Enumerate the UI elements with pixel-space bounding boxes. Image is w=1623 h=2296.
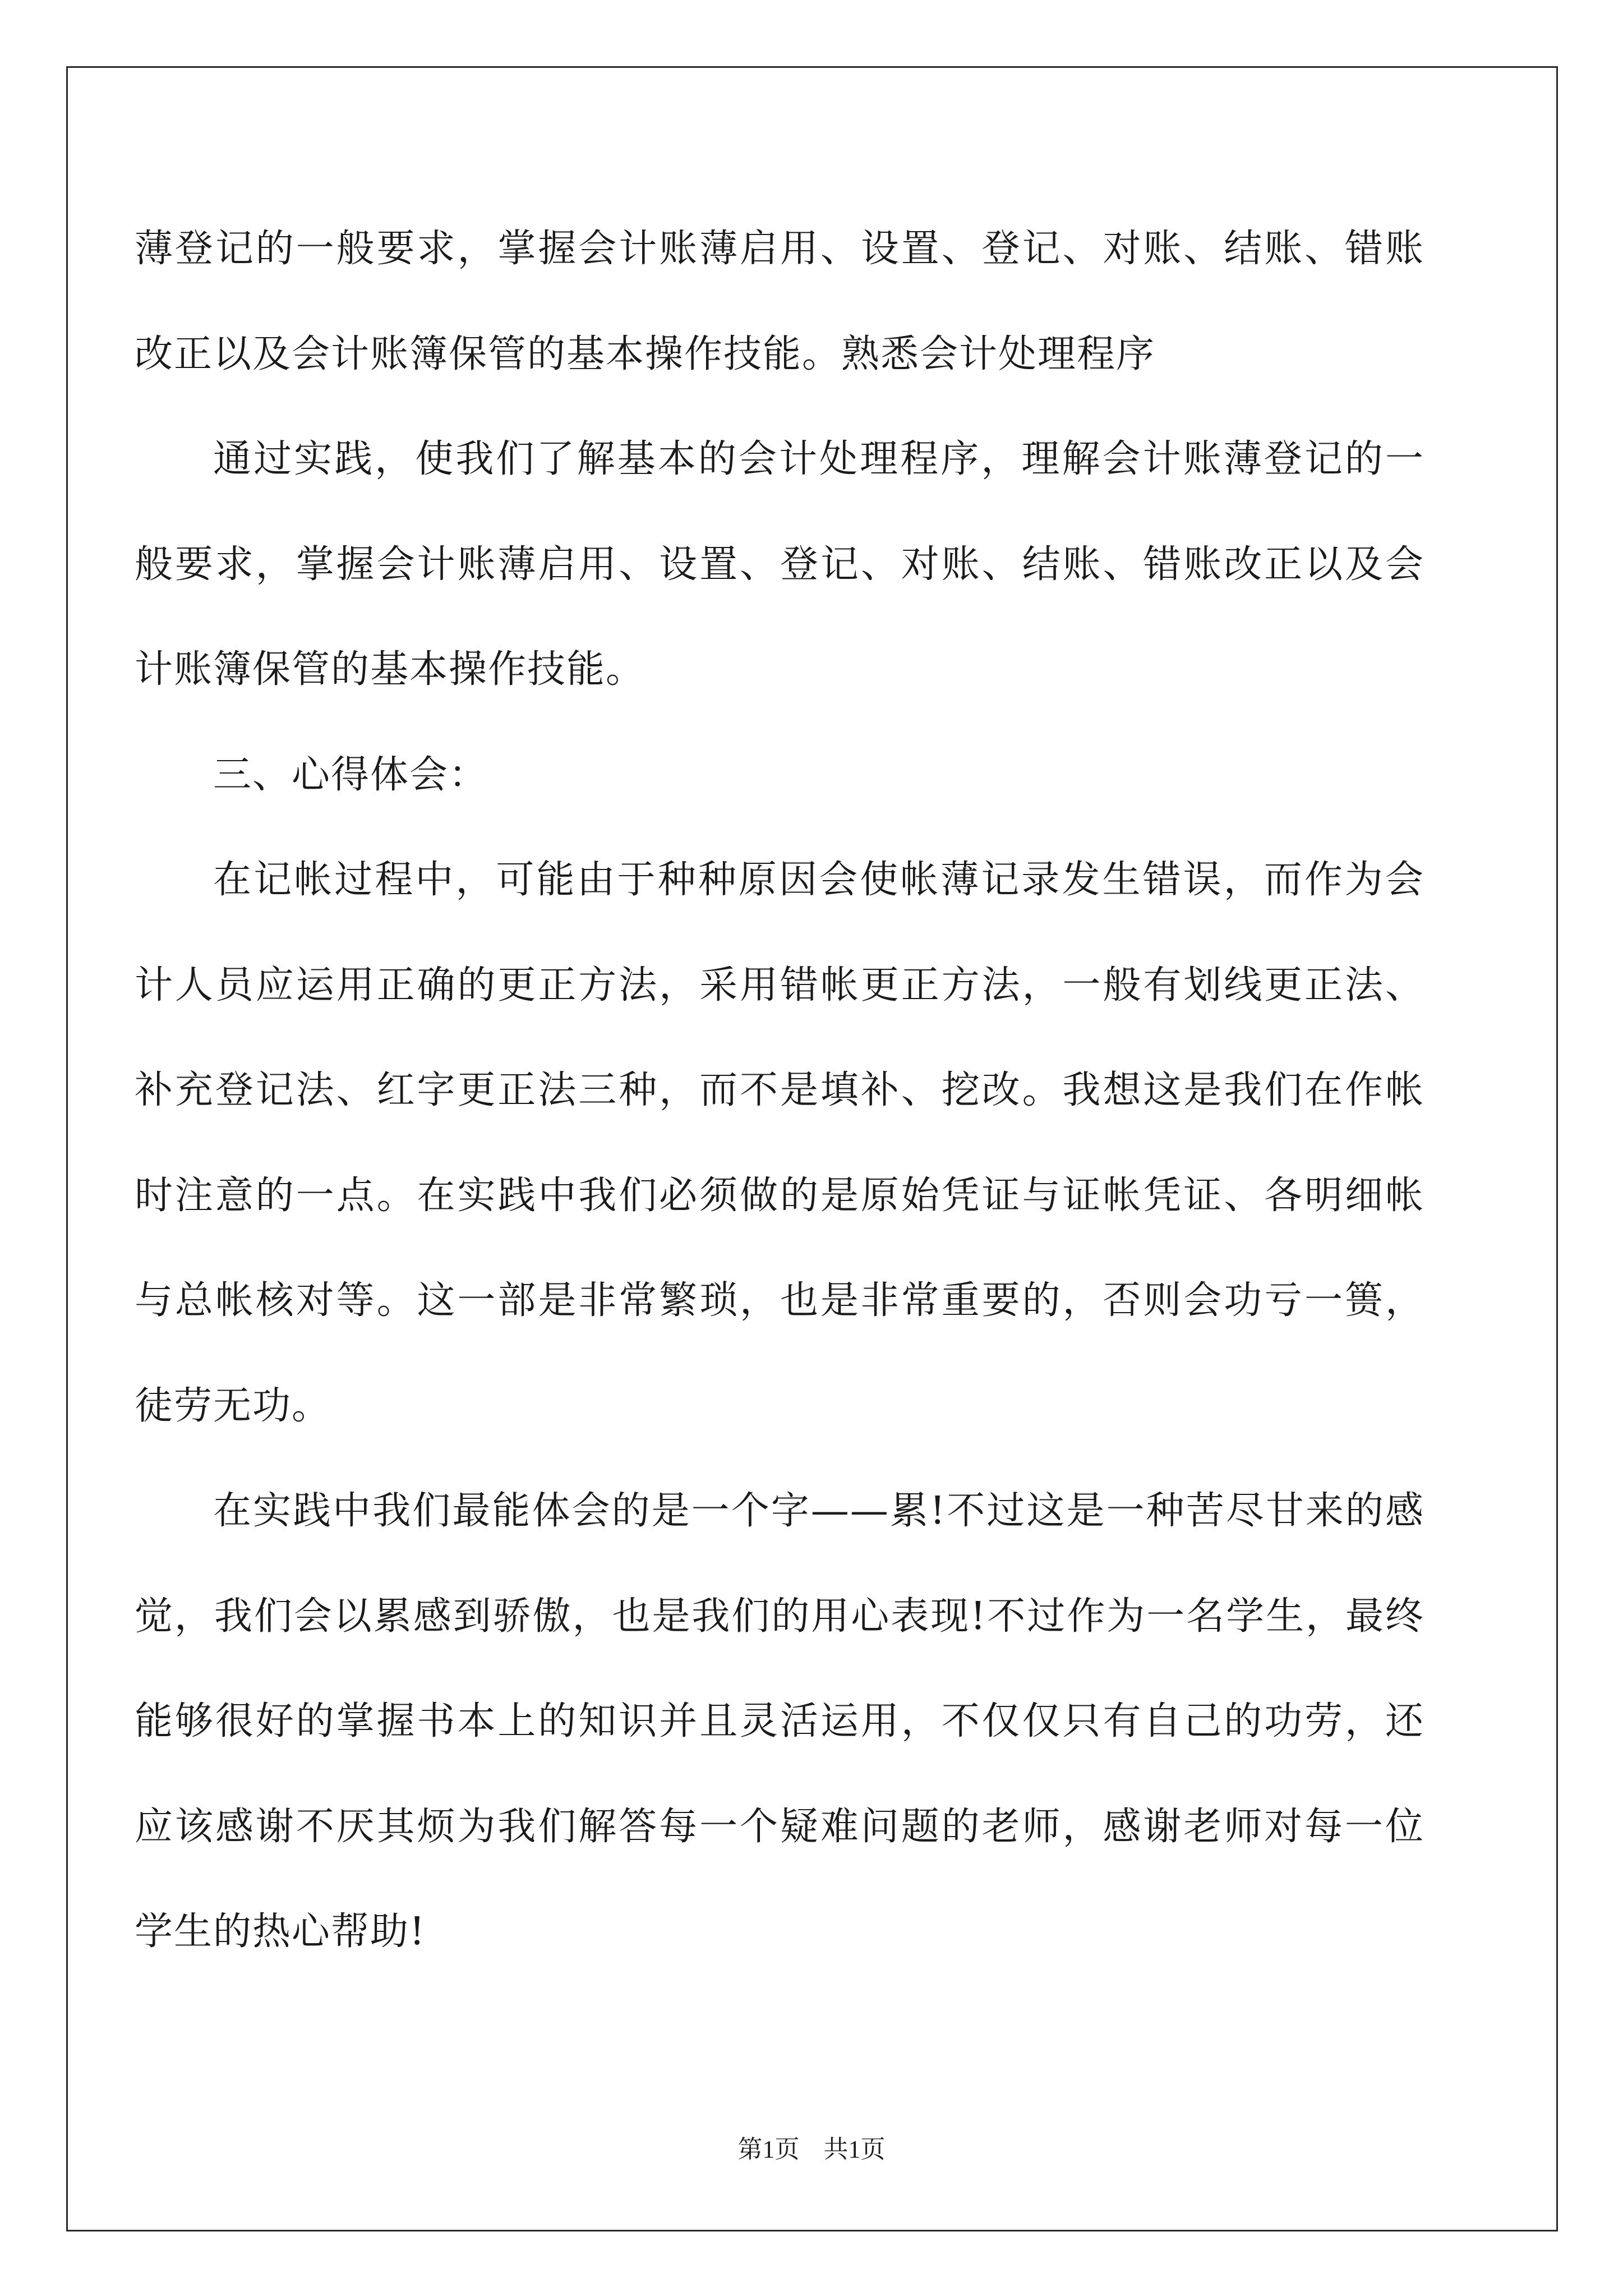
paragraph-4: 在实践中我们最能体会的是一个字——累!不过这是一种苦尽甘来的感觉，我们会以累感到骄傲，也是我们的用心表现!不过作为一名学生，最终能够很好的掌握书本上的知识并且灵活运用，不仅仅只有自己的功劳，还应该感谢不厌其烦为我们解答每一个疑难问题的老师，感谢老师对每一位学生的热心帮助! [135, 1489, 1424, 1954]
document-body [135, 196, 1424, 1985]
paragraph-1: 薄登记的一般要求，掌握会计账薄启用、设置、登记、对账、结账、错账改正以及会计账簿保管的基本操作技能。熟悉会计处理程序 [135, 227, 1424, 376]
section-heading: 三、心得体会： [213, 752, 488, 797]
page-footer [0, 2129, 1623, 2165]
page-number: 第1页 [737, 2136, 800, 2163]
paragraph-2: 通过实践，使我们了解基本的会计处理程序，理解会计账薄登记的一般要求，掌握会计账薄启用、设置、登记、对账、结账、错账改正以及会计账簿保管的基本操作技能。 [135, 437, 1424, 692]
paragraph-3: 在记帐过程中，可能由于种种原因会使帐薄记录发生错误，而作为会计人员应运用正确的更正方法，采用错帐更正方法，一般有划线更正法、补充登记法、红字更正法三种，而不是填补、挖改。我想这是我们在作帐时注意的一点。在实践中我们必须做的是原始凭证与证帐凭证、各明细帐与总帐核对等。这一部是非常繁琐，也是非常重要的，否则会功亏一篑，徒劳无功。 [135, 858, 1424, 1428]
page-total: 共1页 [823, 2136, 886, 2163]
